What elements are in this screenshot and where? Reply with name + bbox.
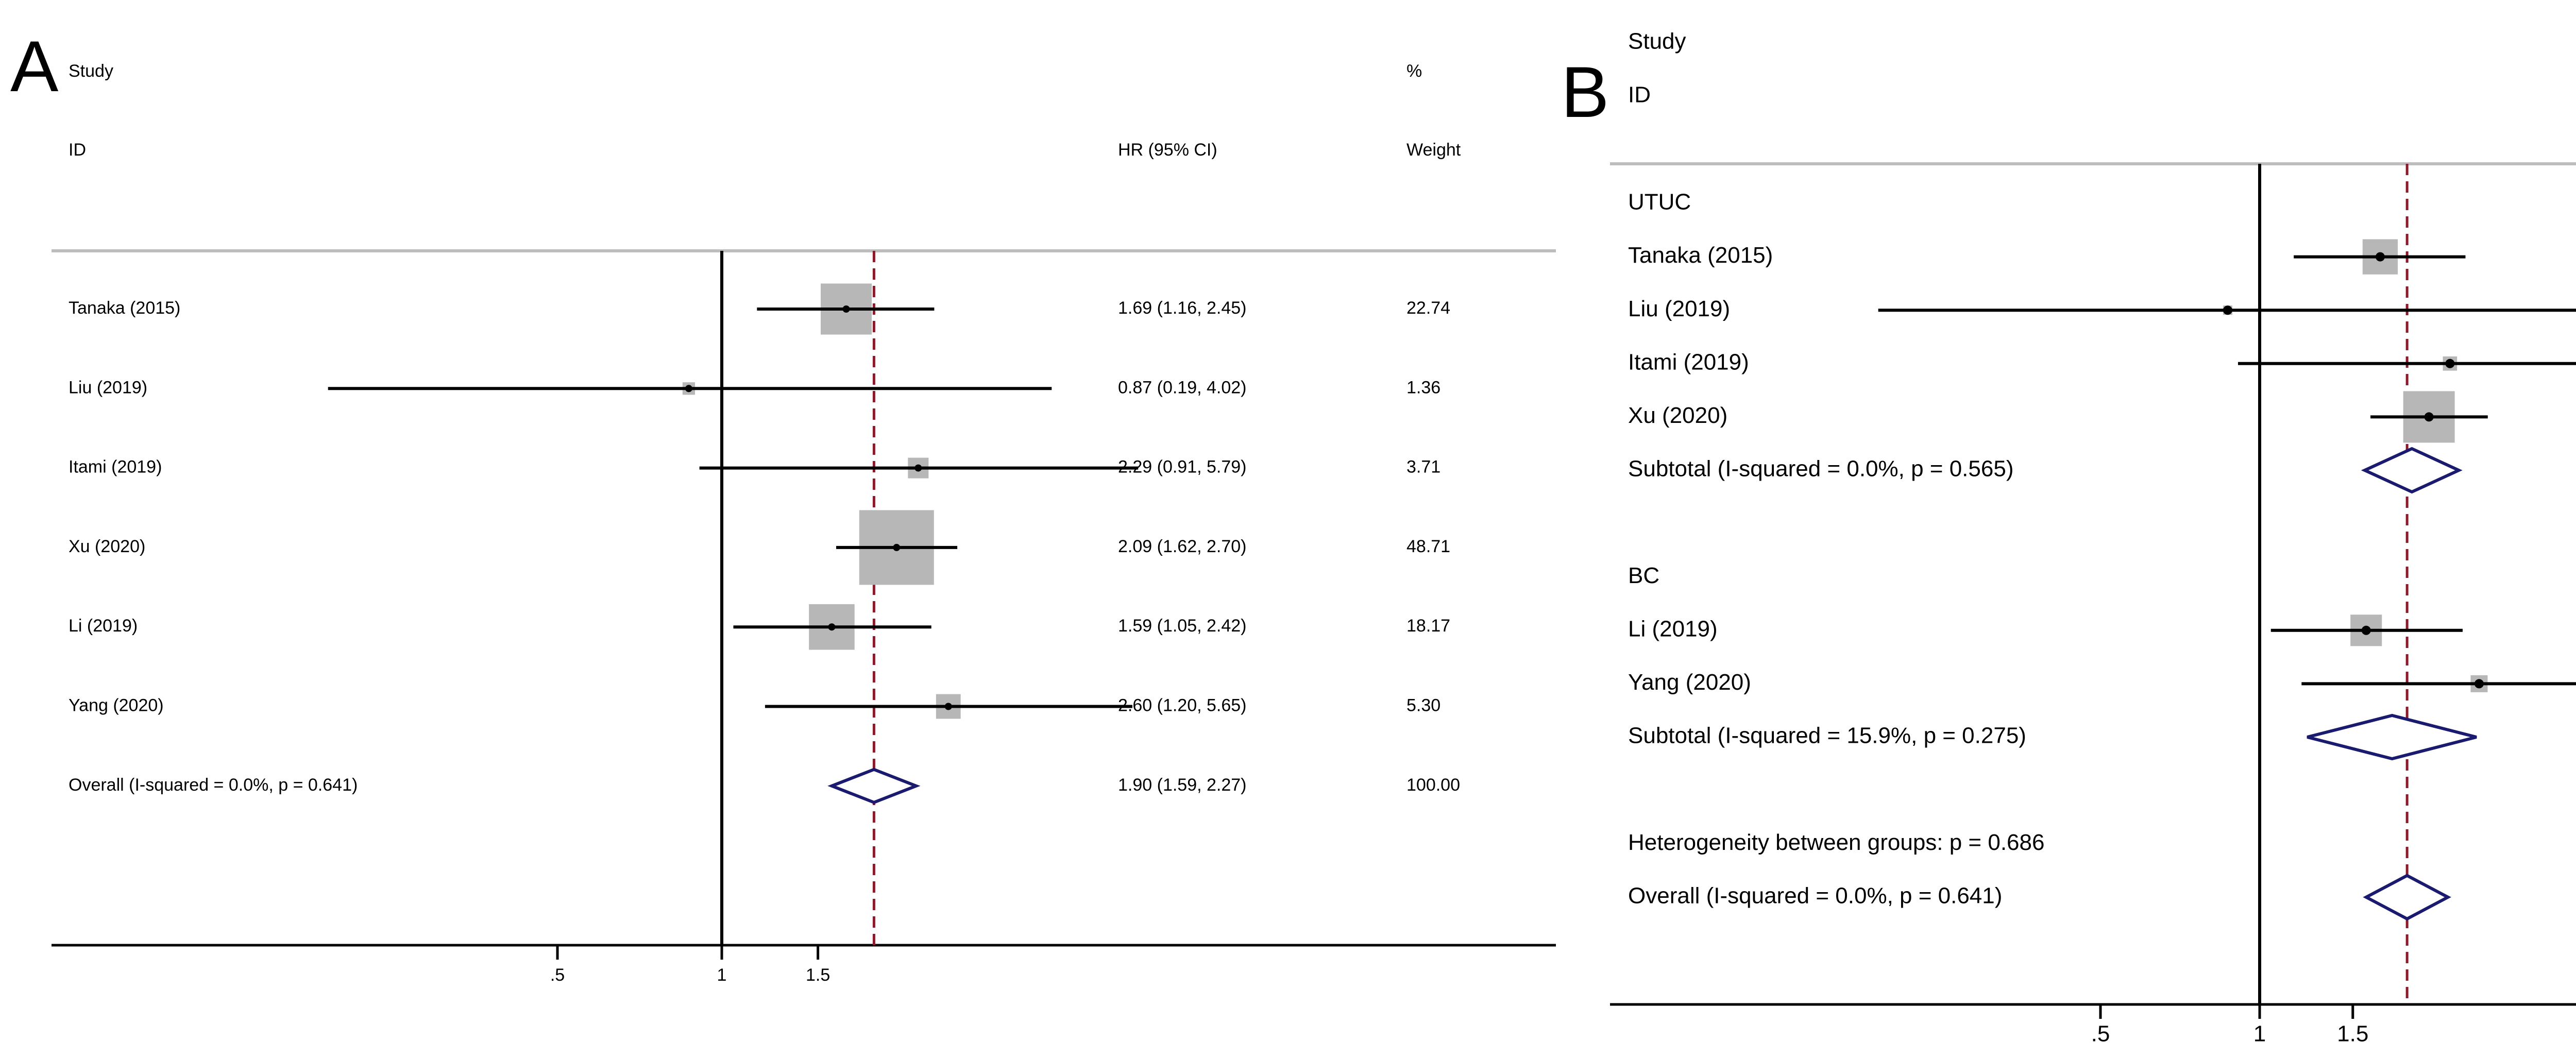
study-hr-ci: 0.87 (0.19, 4.02)	[1118, 378, 1247, 398]
study-label: Itami (2019)	[69, 457, 162, 477]
study-weight: 22.74	[1406, 298, 1451, 318]
point-estimate	[2425, 412, 2434, 421]
subgroup-label: BC	[1628, 562, 1660, 588]
point-estimate	[842, 305, 850, 313]
x-tick-label: 1	[2253, 1021, 2266, 1047]
header-percent: %	[1406, 61, 1422, 81]
header-study: Study	[69, 61, 113, 81]
header-hr-ci: HR (95% CI)	[1118, 140, 1217, 160]
point-estimate	[945, 703, 952, 710]
point-estimate	[914, 465, 922, 472]
study-weight: 5.30	[1406, 695, 1441, 715]
study-weight: 1.36	[1406, 378, 1441, 398]
overall-weight: 100.00	[1406, 775, 1460, 795]
study-label: Li (2019)	[1628, 616, 1718, 642]
study-label: Li (2019)	[69, 616, 138, 636]
subtotal-label: Subtotal (I-squared = 15.9%, p = 0.275)	[1628, 723, 2026, 748]
header-id: ID	[1628, 82, 1651, 108]
study-label: Tanaka (2015)	[1628, 243, 1773, 268]
study-hr-ci: 1.59 (1.05, 2.42)	[1118, 616, 1247, 636]
point-estimate	[2376, 252, 2385, 262]
forest-plot-panel-a	[10, 26, 1556, 985]
study-weight: 18.17	[1406, 616, 1451, 636]
overall-label: Overall (I-squared = 0.0%, p = 0.641)	[69, 775, 358, 795]
panel-letter: B	[1561, 51, 1609, 132]
point-estimate	[2223, 305, 2232, 315]
panel-letter: A	[10, 25, 59, 107]
study-label: Tanaka (2015)	[69, 298, 181, 318]
x-tick-label: 1.5	[805, 965, 831, 985]
study-hr-ci: 2.29 (0.91, 5.79)	[1118, 457, 1247, 477]
study-label: Xu (2020)	[1628, 403, 1728, 429]
subgroup-label: UTUC	[1628, 189, 1691, 215]
study-label: Yang (2020)	[1628, 670, 1751, 695]
header-id: ID	[69, 140, 86, 160]
study-label: Liu (2019)	[69, 378, 148, 398]
study-label: Itami (2019)	[1628, 349, 1749, 375]
point-estimate	[828, 623, 835, 630]
study-hr-ci: 2.09 (1.62, 2.70)	[1118, 536, 1247, 556]
study-weight: 3.71	[1406, 457, 1441, 477]
header-study: Study	[1628, 28, 1686, 54]
x-tick-label: .5	[2091, 1021, 2110, 1047]
x-tick-label: 1	[717, 965, 727, 985]
header-weight: Weight	[1406, 140, 1461, 160]
point-estimate	[2475, 679, 2484, 688]
study-weight: 48.71	[1406, 536, 1451, 556]
x-tick-label: 1.5	[2337, 1021, 2369, 1047]
overall-diamond	[832, 770, 916, 803]
overall-diamond	[2366, 876, 2448, 919]
point-estimate	[2362, 626, 2371, 635]
study-label: Yang (2020)	[69, 695, 164, 715]
overall-hr-ci: 1.90 (1.59, 2.27)	[1118, 775, 1247, 795]
subtotal-diamond	[2365, 449, 2459, 492]
study-label: Xu (2020)	[69, 536, 146, 556]
forest-plot-panel-b	[1561, 29, 2576, 1047]
study-hr-ci: 2.60 (1.20, 5.65)	[1118, 695, 1247, 715]
point-estimate	[2445, 359, 2454, 368]
overall-label: Overall (I-squared = 0.0%, p = 0.641)	[1628, 883, 2003, 909]
subtotal-label: Subtotal (I-squared = 0.0%, p = 0.565)	[1628, 456, 2014, 482]
heterogeneity-note: Heterogeneity between groups: p = 0.686	[1628, 829, 2045, 855]
point-estimate	[893, 544, 900, 551]
study-hr-ci: 1.69 (1.16, 2.45)	[1118, 298, 1247, 318]
subtotal-diamond	[2307, 715, 2477, 759]
study-label: Liu (2019)	[1628, 296, 1731, 321]
point-estimate	[685, 385, 692, 392]
x-tick-label: .5	[550, 965, 565, 985]
